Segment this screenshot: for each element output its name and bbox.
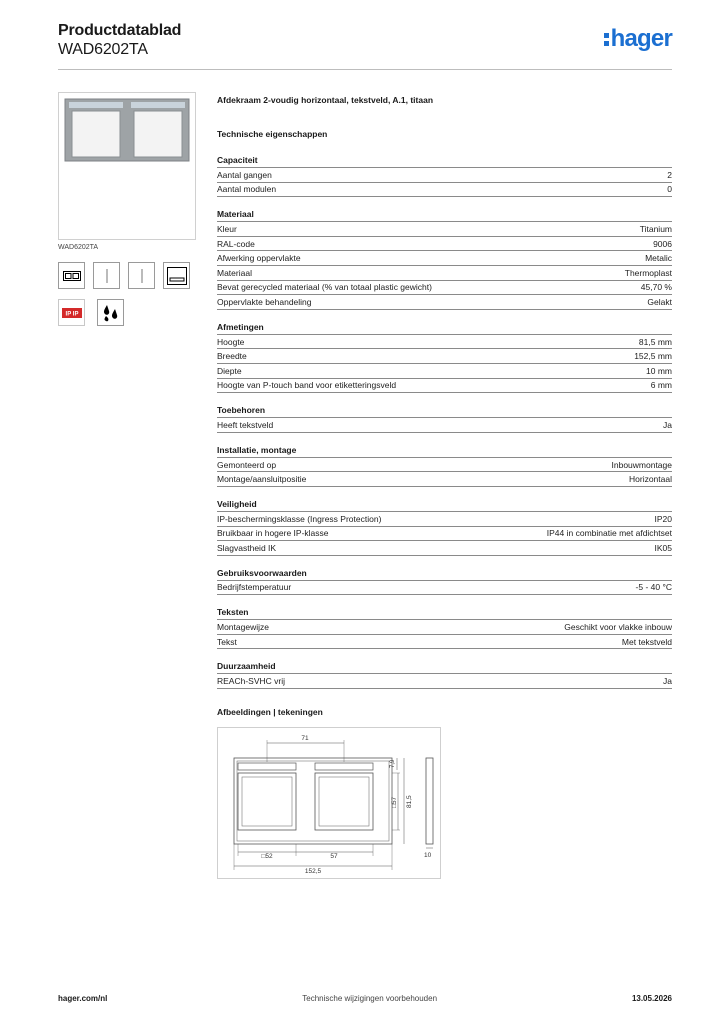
water-drops-icon [97,299,124,326]
spec-row [217,458,672,473]
spec-section-title: Veiligheid [217,499,672,512]
product-description: Afdekraam 2-voudig horizontaal, tekstveld, A.1, titaan [217,95,434,105]
spec-value: Ja [663,419,672,430]
spec-section [217,405,672,433]
spec-value: 9006 [653,238,672,249]
spec-value: IK05 [654,542,672,553]
spec-value: IP44 in combinatie met afdichtset [546,528,672,539]
spec-label: Montagewijze [217,622,269,633]
spec-label: Montage/aansluitpositie [217,474,307,485]
spec-value: 45,70 % [640,282,672,293]
dimension-drawing [218,728,440,878]
spec-section [217,499,672,556]
spec-label: Aantal modulen [217,184,277,195]
spec-row [217,349,672,364]
spec-row [217,418,672,433]
spec-section [217,568,672,596]
spec-label: Gemonteerd op [217,459,277,470]
spec-value: 152,5 mm [634,351,672,362]
spec-row [217,251,672,266]
spec-value: Ja [663,676,672,687]
feature-icon-row [58,262,198,289]
single-line-icon [93,262,120,289]
spec-label: IP-beschermingsklasse (Ingress Protection) [217,513,382,524]
spec-label: Breedte [217,351,247,362]
spec-label: Oppervlakte behandeling [217,296,312,307]
logo-word: hager [610,25,672,52]
spec-section [217,155,672,197]
spec-section-title: Materiaal [217,209,672,222]
spec-row [217,512,672,527]
spec-label: Kleur [217,223,237,234]
spec-value: IP20 [654,513,672,524]
spec-section [217,322,672,393]
spec-label: Bruikbaar in hogere IP-klasse [217,528,329,539]
spec-label: Hoogte [217,336,245,347]
spec-section-title: Afmetingen [217,322,672,335]
spec-row [217,237,672,252]
spec-value: Thermoplast [624,267,672,278]
spec-label: Diepte [217,365,242,376]
dim-top: 71 [301,735,309,743]
spec-value: Horizontaal [629,474,672,485]
spec-value: 2 [667,169,672,180]
footer-website-link[interactable]: hager.com/nl [58,994,108,1003]
spec-value: 6 mm [650,380,672,391]
spec-row [217,222,672,237]
spec-section [217,607,672,649]
spec-section-title: Gebruiksvoorwaarden [217,568,672,581]
spec-label: Materiaal [217,267,252,278]
spec-value: Geschikt voor vlakke inbouw [564,622,672,633]
dim-total-h: 81,5 [406,795,413,809]
spec-row [217,266,672,281]
spec-row [217,379,672,394]
spec-label: REACh-SVHC vrij [217,676,286,687]
page-title: Productdatablad [58,22,182,39]
dim-inner-h: □57 [391,796,398,809]
spec-row [217,620,672,635]
spec-section [217,209,672,310]
spec-row [217,183,672,198]
spec-row [217,281,672,296]
dim-pitch: 57 [330,853,338,861]
label-frame-icon [163,262,190,289]
spec-section [217,445,672,487]
spec-value: Met tekstveld [621,636,672,647]
page-footer [58,994,672,1003]
logo-dots-icon [604,33,609,46]
rating-icon-row [58,299,198,326]
drawings-title: Afbeeldingen | tekeningen [217,707,323,718]
page-header [58,22,672,70]
spec-value: Gelakt [647,296,672,307]
spec-section-title: Teksten [217,607,672,620]
footer-date: 13.05.2026 [631,994,672,1003]
spec-row [217,635,672,650]
product-image-caption: WAD6202TA [58,244,99,251]
dim-height-top: 7,9 [390,759,396,769]
svg-text:IP IP: IP IP [65,311,78,317]
spec-row [217,674,672,689]
spec-value: Titanium [639,223,672,234]
spec-sections [217,155,672,689]
two-gang-frame-icon [58,262,85,289]
spec-row [217,295,672,310]
product-visual-column [58,92,198,326]
dim-inner-w: □52 [261,853,273,861]
hager-logo [604,26,672,52]
tech-properties-title: Technische eigenschappen [217,129,328,139]
spec-row [217,527,672,542]
spec-label: Afwerking oppervlakte [217,253,301,264]
spec-section [217,661,672,689]
spec-label: Slagvastheid IK [217,542,277,553]
technical-drawing [217,727,441,879]
spec-value: 0 [667,184,672,195]
single-line-icon [128,262,155,289]
product-spec-column [217,95,672,879]
spec-section-title: Capaciteit [217,155,672,168]
ip-rating-badge-icon [58,299,85,326]
spec-row [217,335,672,350]
footer-disclaimer: Technische wijzigingen voorbehouden [302,994,438,1003]
spec-label: Hoogte van P-touch band voor etiketteringsveld [217,380,397,391]
spec-row [217,472,672,487]
spec-value: 10 mm [646,365,672,376]
spec-label: Heeft tekstveld [217,419,274,430]
spec-section-title: Installatie, montage [217,445,672,458]
spec-row [217,168,672,183]
spec-section-title: Toebehoren [217,405,672,418]
spec-label: Bedrijfstemperatuur [217,582,292,593]
spec-value: 81,5 mm [638,336,672,347]
spec-value: Inbouwmontage [611,459,672,470]
spec-row [217,364,672,379]
product-code: WAD6202TA [58,41,148,58]
spec-row [217,581,672,596]
spec-label: Tekst [217,636,237,647]
spec-value: Metalic [645,253,672,264]
spec-label: RAL-code [217,238,255,249]
dim-depth: 10 [424,852,432,860]
spec-label: Aantal gangen [217,169,272,180]
frame-photo-icon [59,93,195,239]
spec-value: -5 - 40 °C [635,582,672,593]
spec-label: Bevat gerecycled materiaal (% van totaal plastic gewicht) [217,282,432,293]
product-image [58,92,196,240]
spec-section-title: Duurzaamheid [217,661,672,674]
spec-row [217,541,672,556]
dim-total-w: 152,5 [304,868,322,876]
